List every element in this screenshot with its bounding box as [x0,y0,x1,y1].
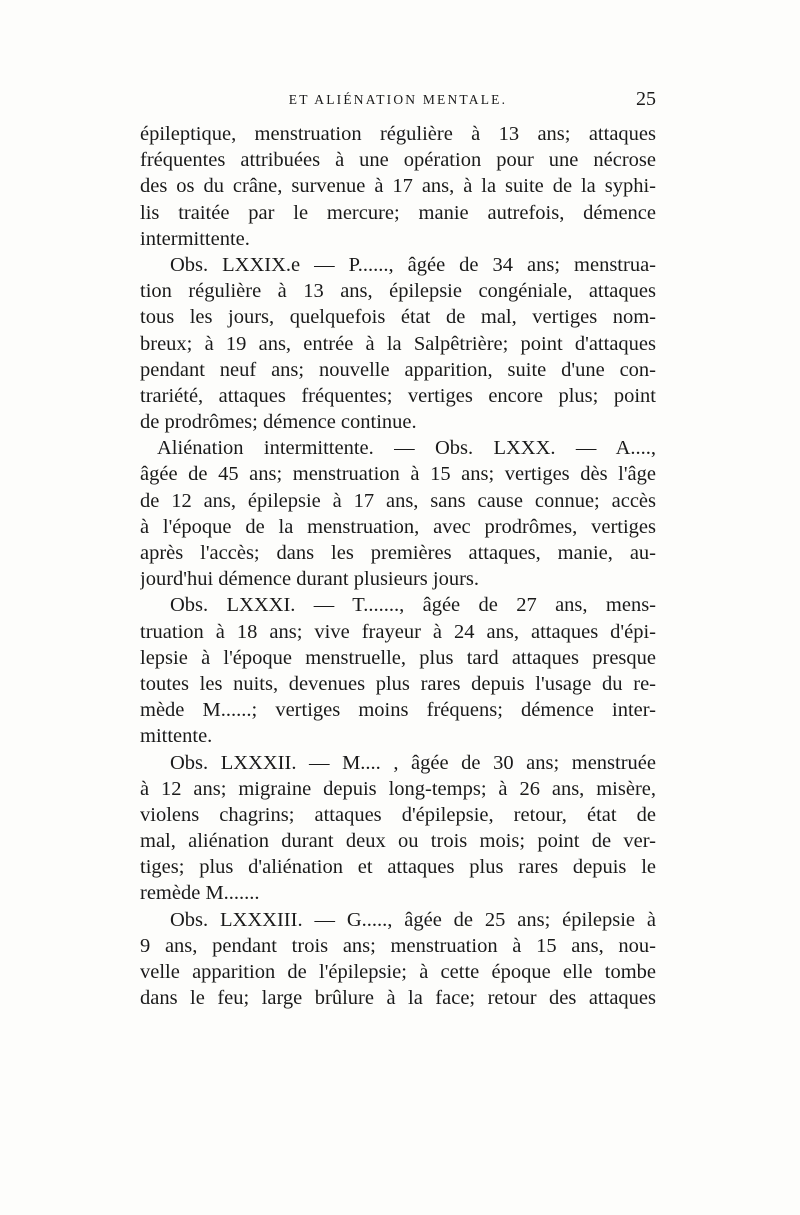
text-line: breux; à 19 ans, entrée à la Salpêtrière; point d'attaques [140,332,656,355]
running-head [140,88,656,120]
text-line: après l'accès; dans les premières attaques, manie, au- [140,542,656,564]
text-line: à l'époque de la menstruation, avec prodrômes, vertiges [140,515,656,538]
text-line: pendant neuf ans; nouvelle apparition, suite d'une con- [140,358,656,381]
text-line: velle apparition de l'épilepsie; à cette époque elle tombe [140,961,656,983]
body-text [140,121,656,1011]
text-line: Obs. LXXIX.e — P......, âgée de 34 ans; menstrua- [170,253,656,276]
running-title: ET ALIÉNATION MENTALE. [288,92,508,107]
text-line: des os du crâne, survenue à 17 ans, à la suite de la syphi- [140,175,656,198]
text-line: fréquentes attribuées à une opération pour une nécrose [140,149,656,172]
text-line: toutes les nuits, devenues plus rares depuis l'usage du re- [140,672,656,695]
text-line: mittente. [140,725,213,748]
text-line: 9 ans, pendant trois ans; menstruation à 15 ans, nou- [140,934,656,957]
text-line: de 12 ans, épilepsie à 17 ans, sans cause connue; accès [140,489,656,512]
text-line: à 12 ans; migraine depuis long-temps; à 26 ans, misère, [140,777,656,800]
text-line: dans le feu; large brûlure à la face; retour des attaques [140,987,656,1010]
text-line: lis traitée par le mercure; manie autrefois, démence [140,201,656,224]
text-line: jourd'hui démence durant plusieurs jours. [140,568,480,591]
text-line: mède M......; vertiges moins fréquens; démence inter- [140,699,656,722]
text-line: intermittente. [140,227,250,250]
text-line: violens chagrins; attaques d'épilepsie, retour, état de [140,803,656,826]
text-line: trariété, attaques fréquentes; vertiges encore plus; point [140,384,656,407]
text-line: tion régulière à 13 ans, épilepsie congéniale, attaques [140,280,656,303]
page-number: 25 [636,88,656,110]
text-line: Obs. LXXXI. — T......., âgée de 27 ans, mens- [170,594,656,617]
text-line: tiges; plus d'aliénation et attaques plus rares depuis le [140,856,656,879]
text-line: Obs. LXXXII. — M.... , âgée de 30 ans; menstruée [170,751,656,774]
text-line: mal, aliénation durant deux ou trois mois; point de ver- [140,830,656,853]
text-line: lepsie à l'époque menstruelle, plus tard attaques presque [140,646,656,669]
text-line: remède M....... [140,882,260,905]
text-line: Obs. LXXXIII. — G....., âgée de 25 ans; épilepsie à [170,908,656,931]
text-line: truation à 18 ans; vive frayeur à 24 ans, attaques d'épi- [140,620,656,643]
text-line: de prodrômes; démence continue. [140,411,417,434]
text-line: tous les jours, quelquefois état de mal, vertiges nom- [140,306,656,329]
text-line: âgée de 45 ans; menstruation à 15 ans; vertiges dès l'âge [140,463,656,486]
text-line: épileptique, menstruation régulière à 13 ans; attaques [140,123,656,145]
text-line: Aliénation intermittente. — Obs. LXXX. — A...., [157,437,656,460]
